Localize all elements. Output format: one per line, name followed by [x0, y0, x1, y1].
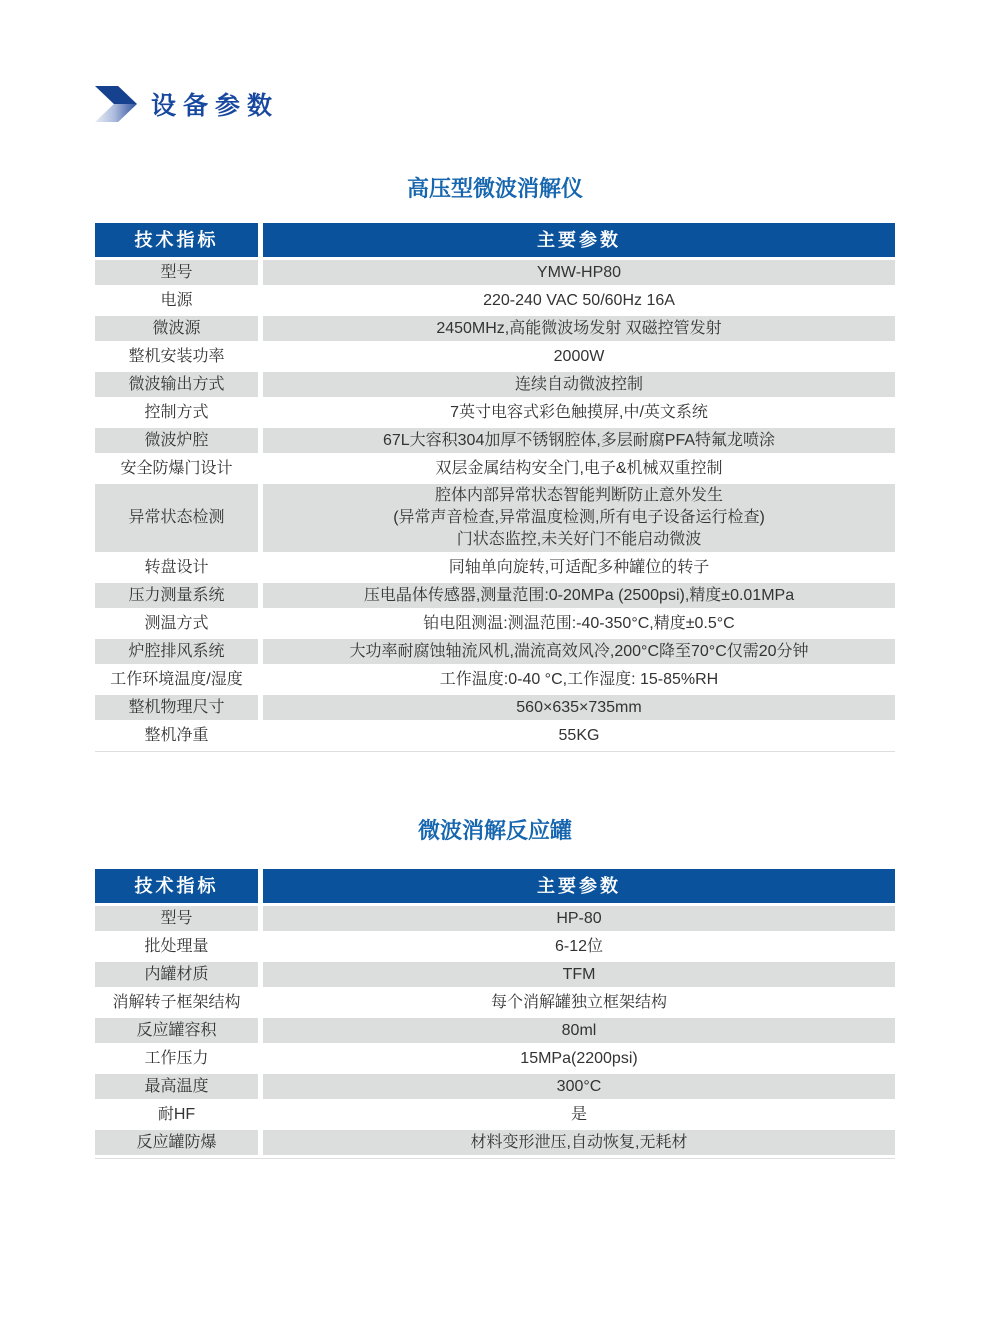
spec-label-cell: 炉腔排风系统	[95, 639, 258, 664]
table-row	[95, 723, 895, 748]
spec-value-cell: 双层金属结构安全门,电子&机械双重控制	[435, 459, 723, 477]
spec-label-cell: 消解转子框架结构	[112, 993, 241, 1011]
spec-value-cell: 7英寸电容式彩色触摸屏,中/英文系统	[450, 403, 708, 421]
spec-value-cell: HP-80	[263, 906, 895, 931]
spec-label-cell: 耐HF	[157, 1105, 196, 1123]
table-row	[95, 260, 895, 285]
column-header-indicator: 技术指标	[95, 869, 258, 903]
spec-value-cell: 67L大容积304加厚不锈钢腔体,多层耐腐PFA特氟龙喷涂	[263, 428, 895, 453]
table-row	[95, 400, 895, 425]
table-row	[95, 1074, 895, 1099]
table-row	[95, 611, 895, 636]
table-header-row	[95, 869, 895, 903]
spec-value-cell: 220-240 VAC 50/60Hz 16A	[483, 291, 675, 309]
spec-label-cell: 电源	[160, 291, 193, 309]
spec-table	[95, 223, 895, 752]
spec-label-cell: 型号	[95, 906, 258, 931]
chevron-bottom-half	[95, 104, 137, 122]
column-header-indicator: 技术指标	[95, 223, 258, 257]
spec-value-line: (异常声音检查,异常温度检测,所有电子设备运行检查)	[393, 509, 765, 526]
chevron-top-half	[95, 86, 137, 104]
table-row	[95, 667, 895, 692]
spec-value-cell: 连续自动微波控制	[263, 372, 895, 397]
spec-label-cell: 微波源	[95, 316, 258, 341]
table-row	[95, 484, 895, 552]
spec-label-cell: 控制方式	[144, 403, 209, 421]
spec-value-cell: TFM	[263, 962, 895, 987]
spec-label-cell: 最高温度	[95, 1074, 258, 1099]
table-title: 微波消解反应罐	[417, 818, 572, 843]
column-header-parameter: 主要参数	[263, 223, 895, 257]
spec-value-line: 腔体内部异常状态智能判断防止意外发生	[434, 487, 723, 504]
spec-value-cell	[263, 484, 895, 552]
spec-value-cell: 6-12位	[554, 937, 604, 955]
spec-label-cell: 批处理量	[144, 937, 209, 955]
table-row	[95, 639, 895, 664]
spec-label-cell: 工作压力	[144, 1049, 209, 1067]
spec-value-cell: 2000W	[553, 347, 605, 365]
spec-value-cell: 工作温度:0-40 °C,工作湿度: 15-85%RH	[439, 670, 719, 688]
table-row	[95, 695, 895, 720]
spec-label-cell: 测温方式	[144, 614, 209, 632]
table-row	[95, 583, 895, 608]
table-row	[95, 1130, 895, 1155]
table-row	[95, 1046, 895, 1071]
page-title: 设备参数	[151, 92, 280, 120]
spec-label-cell: 整机物理尺寸	[95, 695, 258, 720]
table-row	[95, 1102, 895, 1127]
spec-value-cell: 55KG	[558, 726, 600, 744]
chevron-icon	[95, 86, 137, 122]
spec-label-cell: 微波输出方式	[95, 372, 258, 397]
spec-value-cell: 300°C	[263, 1074, 895, 1099]
spec-label-cell: 整机净重	[144, 726, 209, 744]
spec-label-cell: 型号	[95, 260, 258, 285]
spec-value-cell: YMW-HP80	[263, 260, 895, 285]
column-header-parameter: 主要参数	[263, 869, 895, 903]
spec-label-cell: 转盘设计	[144, 558, 209, 576]
spec-value-cell: 材料变形泄压,自动恢复,无耗材	[263, 1130, 895, 1155]
table-row	[95, 344, 895, 369]
table-row	[95, 428, 895, 453]
table-row	[95, 934, 895, 959]
table-row	[95, 555, 895, 580]
table-row	[95, 288, 895, 313]
spec-label-cell: 异常状态检测	[95, 484, 258, 552]
table-row	[95, 962, 895, 987]
spec-label-cell: 整机安装功率	[128, 347, 225, 365]
spec-value-line: 门状态监控,未关好门不能启动微波	[456, 531, 702, 548]
tables-root	[95, 172, 895, 1159]
table-row	[95, 906, 895, 931]
spec-value-cell: 压电晶体传感器,测量范围:0-20MPa (2500psi),精度±0.01MPa	[263, 583, 895, 608]
spec-value-cell: 是	[570, 1105, 587, 1123]
spec-label-cell: 反应罐容积	[95, 1018, 258, 1043]
spec-value-cell: 大功率耐腐蚀轴流风机,湍流高效风冷,200°C降至70°C仅需20分钟	[263, 639, 895, 664]
table-row	[95, 1018, 895, 1043]
section-header	[95, 86, 895, 122]
spec-value-cell: 铂电阻测温:测温范围:-40-350°C,精度±0.5°C	[423, 614, 735, 632]
table-title: 高压型微波消解仪	[406, 176, 583, 201]
spec-value-cell: 每个消解罐独立框架结构	[490, 993, 667, 1011]
page-content	[95, 86, 895, 1159]
table-row	[95, 456, 895, 481]
spec-value-cell: 15MPa(2200psi)	[520, 1049, 638, 1067]
spec-table	[95, 869, 895, 1159]
table-row	[95, 316, 895, 341]
spec-label-cell: 反应罐防爆	[95, 1130, 258, 1155]
spec-label-cell: 内罐材质	[95, 962, 258, 987]
table-row	[95, 372, 895, 397]
table-header-row	[95, 223, 895, 257]
spec-label-cell: 安全防爆门设计	[120, 459, 233, 477]
spec-label-cell: 工作环境温度/湿度	[110, 670, 243, 688]
spec-label-cell: 压力测量系统	[95, 583, 258, 608]
table-row	[95, 990, 895, 1015]
spec-value-cell: 同轴单向旋转,可适配多种罐位的转子	[448, 558, 710, 576]
spec-value-cell: 560×635×735mm	[263, 695, 895, 720]
spec-value-cell: 80ml	[263, 1018, 895, 1043]
spec-value-cell: 2450MHz,高能微波场发射 双磁控管发射	[263, 316, 895, 341]
spec-label-cell: 微波炉腔	[95, 428, 258, 453]
